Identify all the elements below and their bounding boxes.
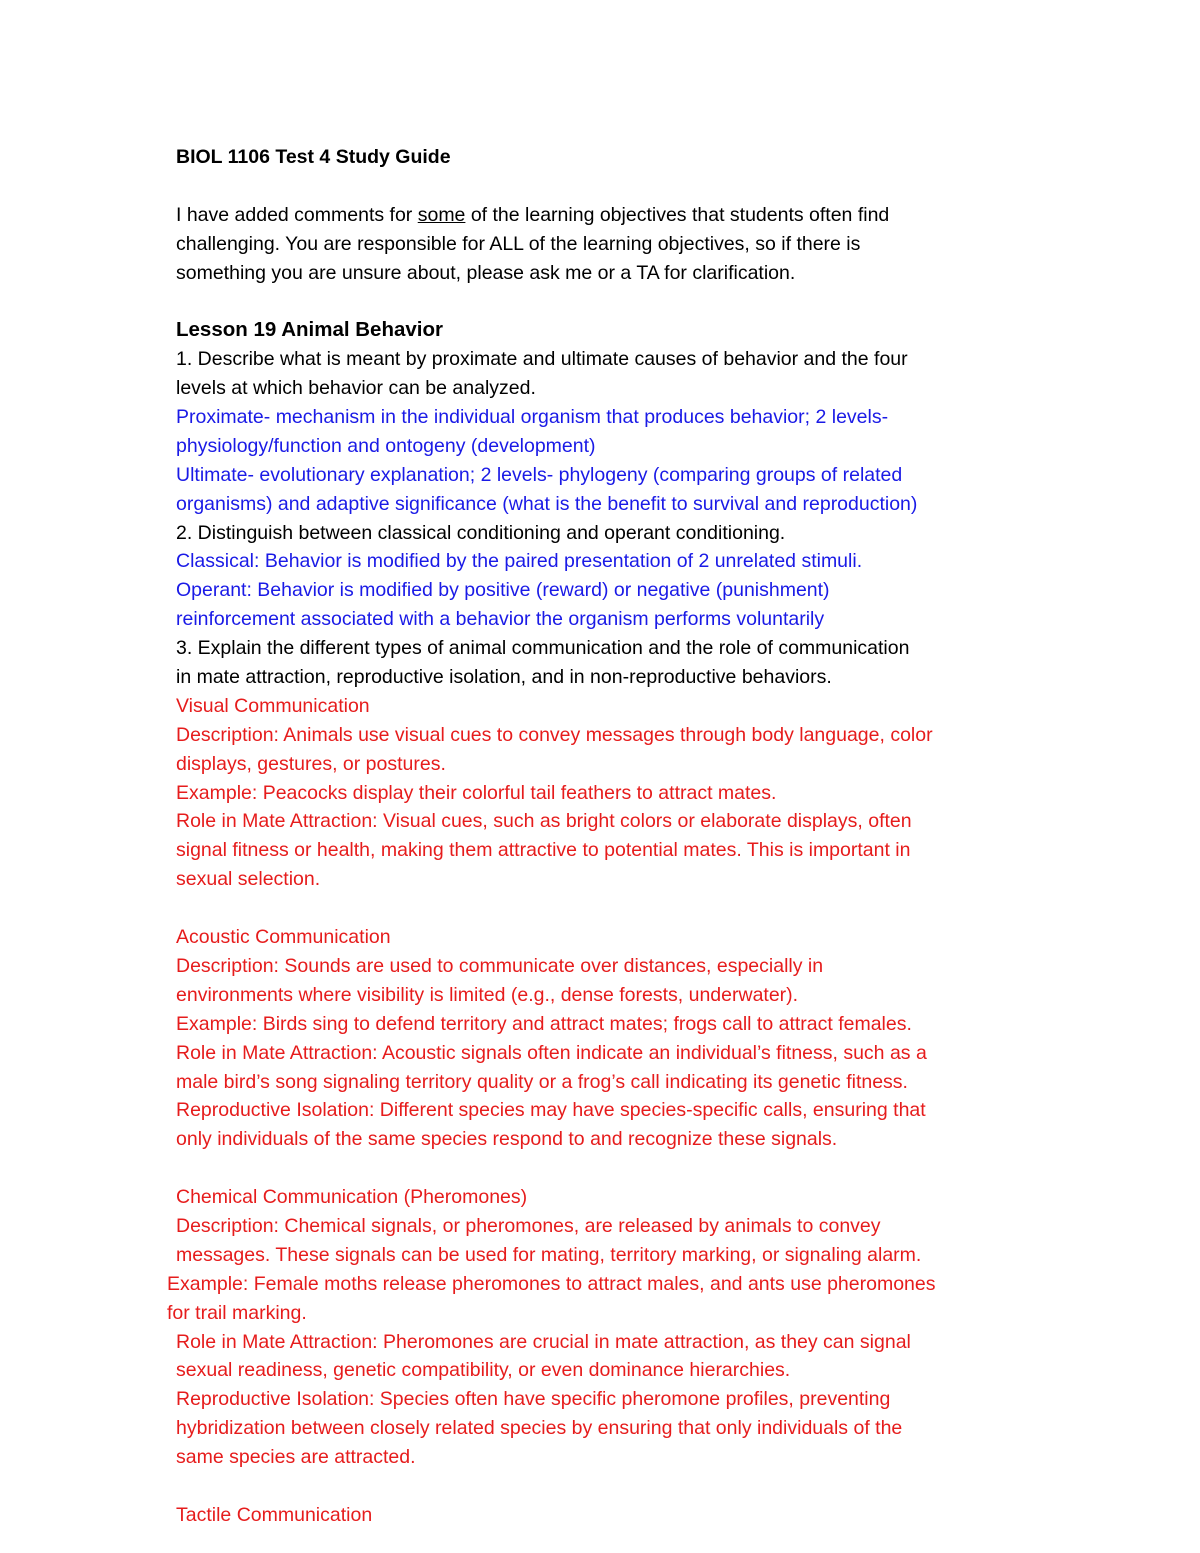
- chemical-heading: Chemical Communication (Pheromones): [176, 1186, 528, 1209]
- chemical-line: Description: Chemical signals, or pheromones, are released by animals to convey: [176, 1214, 881, 1237]
- visual-line: Description: Animals use visual cues to convey messages through body language, color: [176, 723, 933, 746]
- visual-line: Example: Peacocks display their colorful tail feathers to attract mates.: [176, 781, 777, 804]
- question-1-line: 1. Describe what is meant by proximate and ultimate causes of behavior and the four: [176, 348, 908, 371]
- answer-2-line: Operant: Behavior is modified by positive (reward) or negative (punishment): [176, 579, 830, 602]
- visual-line: signal fitness or health, making them attractive to potential mates. This is important in: [176, 839, 911, 862]
- chemical-line: messages. These signals can be used for mating, territory marking, or signaling alarm.: [176, 1243, 922, 1266]
- lesson-heading: Lesson 19 Animal Behavior: [176, 318, 443, 342]
- chemical-line: Reproductive Isolation: Species often have specific pheromone profiles, preventing: [176, 1388, 891, 1411]
- intro-line-1: [176, 201, 1036, 230]
- intro-post: of the learning objectives that students often find: [465, 203, 890, 226]
- visual-line: sexual selection.: [176, 868, 321, 891]
- acoustic-line: Example: Birds sing to defend territory and attract mates; frogs call to attract females.: [176, 1012, 912, 1035]
- question-2-line: 2. Distinguish between classical conditioning and operant conditioning.: [176, 521, 786, 544]
- acoustic-line: Reproductive Isolation: Different species may have species-specific calls, ensuring that: [176, 1099, 926, 1122]
- question-3-line: in mate attraction, reproductive isolation, and in non-reproductive behaviors.: [176, 666, 832, 689]
- chemical-line: hybridization between closely related species by ensuring that only individuals of the: [176, 1417, 903, 1440]
- intro-emphasis: some: [417, 203, 466, 226]
- spacer: [176, 1472, 1036, 1501]
- acoustic-line: male bird’s song signaling territory quality or a frog’s call indicating its genetic fitness.: [176, 1070, 908, 1093]
- answer-1-line: physiology/function and ontogeny (development): [176, 434, 596, 457]
- spacer: [176, 894, 1036, 923]
- tactile-heading: Tactile Communication: [176, 1503, 373, 1526]
- acoustic-line: Description: Sounds are used to communicate over distances, especially in: [176, 954, 824, 977]
- chemical-line: sexual readiness, genetic compatibility, or even dominance hierarchies.: [176, 1359, 791, 1382]
- spacer: [176, 172, 1036, 201]
- page-title: BIOL 1106 Test 4 Study Guide: [176, 146, 451, 168]
- question-1-line: levels at which behavior can be analyzed.: [176, 377, 536, 400]
- acoustic-line: Role in Mate Attraction: Acoustic signals often indicate an individual’s fitness, such as a: [176, 1041, 927, 1064]
- visual-heading: Visual Communication: [176, 694, 370, 717]
- answer-1-line: organisms) and adaptive significance (what is the benefit to survival and reproduction): [176, 492, 918, 515]
- intro-pre: I have added comments for: [176, 203, 418, 226]
- answer-1-line: Proximate- mechanism in the individual organism that produces behavior; 2 levels-: [176, 406, 889, 429]
- chemical-line: same species are attracted.: [176, 1446, 416, 1469]
- visual-line: Role in Mate Attraction: Visual cues, such as bright colors or elaborate displays, often: [176, 810, 912, 833]
- answer-2-line: Classical: Behavior is modified by the paired presentation of 2 unrelated stimuli.: [176, 550, 863, 573]
- acoustic-heading: Acoustic Communication: [176, 926, 391, 949]
- visual-line: displays, gestures, or postures.: [176, 752, 446, 775]
- chemical-line: Role in Mate Attraction: Pheromones are crucial in mate attraction, as they can signal: [176, 1330, 911, 1353]
- intro-line-2: challenging. You are responsible for ALL of the learning objectives, so if there is: [176, 232, 861, 255]
- chemical-line: for trail marking.: [167, 1301, 307, 1324]
- acoustic-line: only individuals of the same species respond to and recognize these signals.: [176, 1128, 838, 1151]
- document-body: [167, 143, 1036, 1530]
- answer-1-line: Ultimate- evolutionary explanation; 2 levels- phylogeny (comparing groups of related: [176, 463, 903, 486]
- spacer: [176, 287, 1036, 316]
- question-3-line: 3. Explain the different types of animal communication and the role of communication: [176, 637, 910, 660]
- answer-2-line: reinforcement associated with a behavior the organism performs voluntarily: [176, 608, 825, 631]
- intro-line-3: something you are unsure about, please ask me or a TA for clarification.: [176, 261, 796, 284]
- chemical-line: Example: Female moths release pheromones to attract males, and ants use pheromones: [167, 1272, 936, 1295]
- acoustic-line: environments where visibility is limited (e.g., dense forests, underwater).: [176, 983, 799, 1006]
- spacer: [176, 1154, 1036, 1183]
